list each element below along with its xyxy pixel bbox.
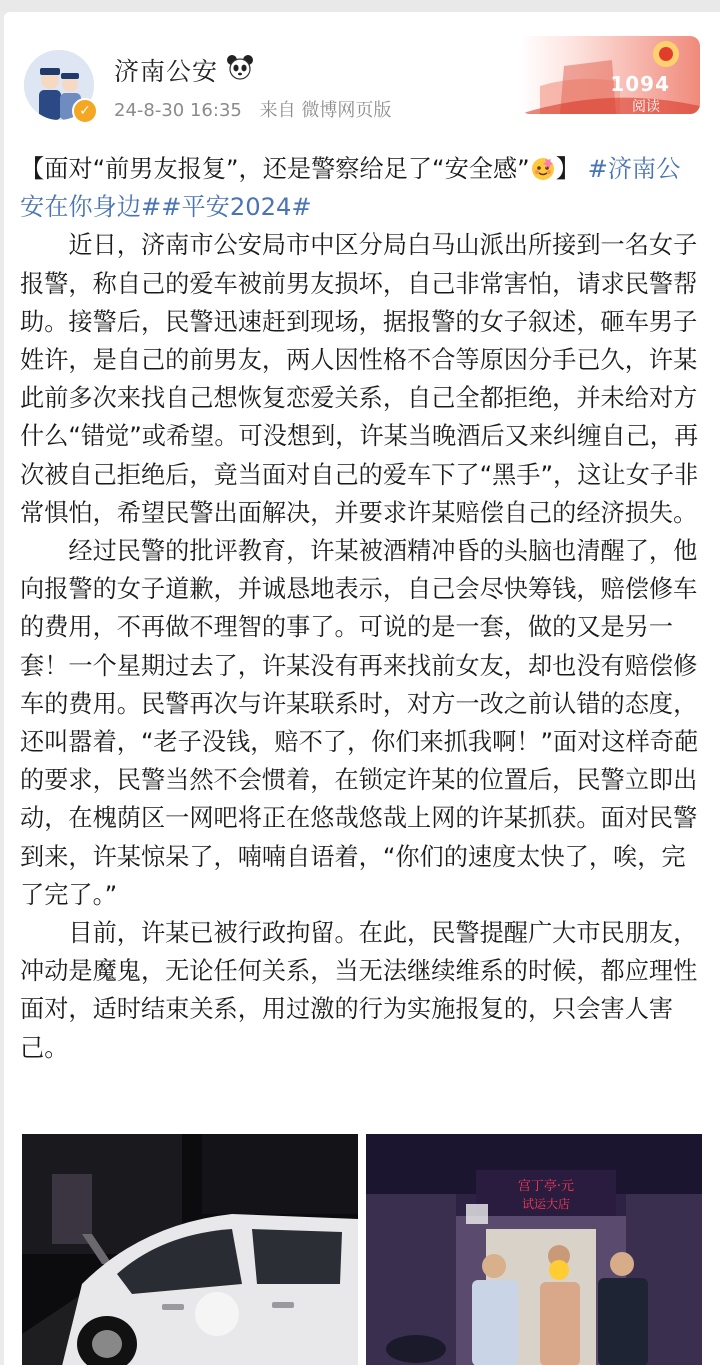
car-photo-illustration (22, 1134, 358, 1365)
read-count-banner (520, 36, 700, 114)
post-source: 来自 微博网页版 (259, 100, 392, 121)
photo-police-arrest[interactable] (366, 1134, 702, 1365)
post-paragraph-1: 近日，济南市公安局市中区分局白马山派出所接到一名女子报警，称自己的爱车被前男友损坏，自己非常害怕，请求民警帮助。接警后，民警迅速赶到现场，据报警的女子叙述，砸车男子姓许，是自己的前男友，两人因性格不合等原因分手已久，许某此前多次来找自己想恢复恋爱关系，自己全都拒绝，并未给对方什么“错觉”或希望。可没想到，许某当晚酒后又来纠缠自己，再次被自己拒绝后，竟当面对自己的爱车下了“黑手”，这让女子非常惧怕，希望民警出面解决，并要求许某赔偿自己的经济损失。 (20, 231, 699, 527)
post-title-close: 】 (555, 155, 580, 183)
arrest-photo-illustration (366, 1134, 702, 1365)
shop-sign-line1: 宫丁亭·元 (517, 1179, 575, 1194)
verified-badge-icon: ✓ (72, 98, 98, 124)
hashtag-jinan-police[interactable]: #济南公安在你身边# (20, 155, 681, 222)
hashtag-safe-2024[interactable]: #平安2024# (161, 193, 312, 222)
read-count: 1094 (610, 72, 670, 96)
post-title-text: 【面对“前男友报复”，还是警察给足了“安全感” (20, 155, 530, 183)
smitten-face-emoji-icon (530, 155, 556, 181)
top-strip (0, 0, 720, 12)
photo-damaged-car[interactable] (22, 1134, 358, 1365)
weibo-post-card (4, 12, 720, 1365)
post-paragraph-2: 经过民警的批评教育，许某被酒精冲昏的头脑也清醒了，他向报警的女子道歉，并诚恳地表示，自己会尽快筹钱，赔偿修车的费用，不再做不理智的事了。可说的是一套，做的又是另一套！一个星期过去了，许某没有再来找前女友，却也没有赔偿修车的费用。民警再次与许某联系时，对方一改之前认错的态度，还叫嚣着，“老子没钱，赔不了，你们来抓我啊！”面对这样奇葩的要求，民警当然不会惯着，在锁定许某的位置后，民警立即出动，在槐荫区一网吧将正在悠哉悠哉上网的许某抓获。面对民警到来，许某惊呆了，喃喃自语着，“你们的速度太快了，唉，完了完了。” (20, 537, 699, 909)
post-timestamp: 24-8-30 16:35 (114, 100, 242, 121)
shop-sign-line2: 试运大店 (521, 1197, 571, 1211)
read-count-label: 阅读 (632, 99, 660, 114)
post-body (20, 150, 702, 1067)
post-paragraph-3: 目前，许某已被行政拘留。在此，民警提醒广大市民朋友，冲动是魔鬼，无论任何关系，当无法继续维系的时候，都应理性面对，适时结束关系，用过激的行为实施报复的，只会害人害己。 (20, 919, 698, 1062)
username[interactable]: 济南公安 (114, 57, 219, 86)
post-title (20, 150, 702, 226)
post-meta (114, 96, 403, 122)
panda-icon (226, 54, 254, 80)
